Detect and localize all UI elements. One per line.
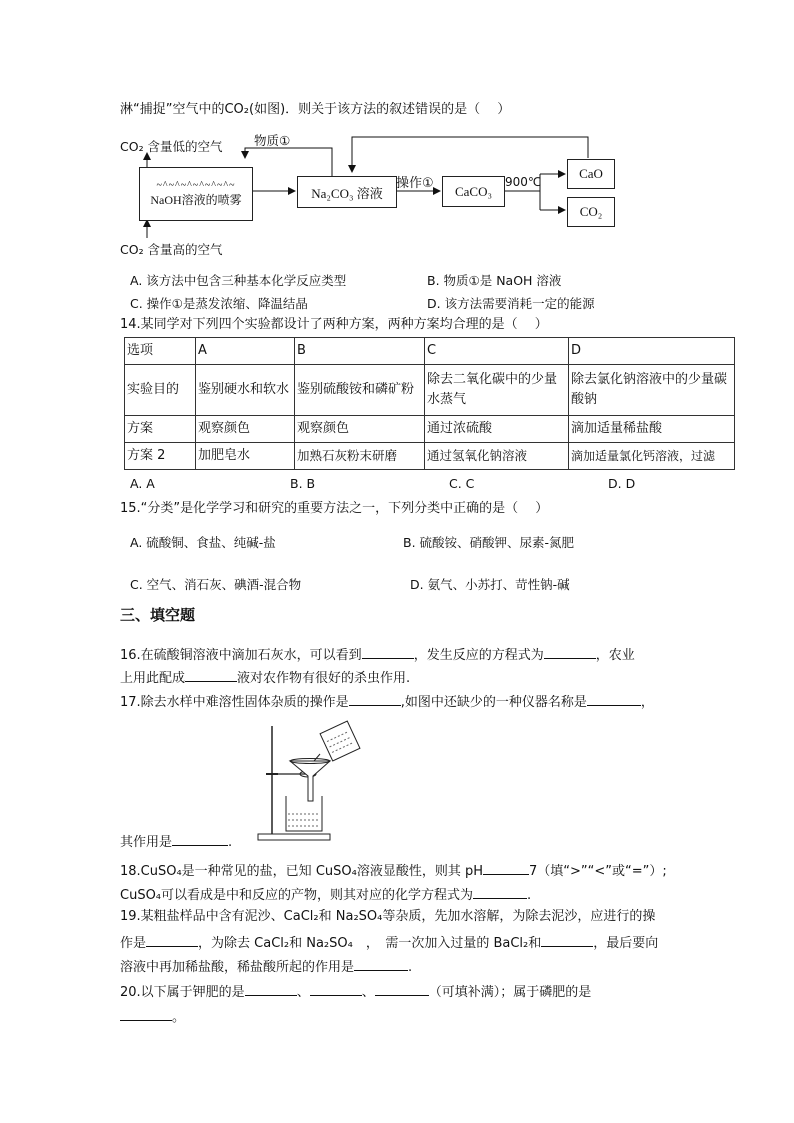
- table-cell: 除去二氧化碳中的少量水蒸气: [425, 365, 569, 416]
- q20-text-1: 20.以下属于钾肥的是: [120, 985, 245, 1000]
- q17-text-5: .: [228, 835, 233, 850]
- table-cell: 除去氯化钠溶液中的少量碳酸钠: [569, 365, 735, 416]
- table-row: [125, 416, 735, 443]
- diagram-arrows: [0, 0, 794, 270]
- q16-line1: [120, 645, 635, 665]
- answer-blank[interactable]: [362, 645, 414, 659]
- answer-blank[interactable]: [541, 933, 593, 947]
- q18-text-4: .: [527, 888, 532, 903]
- low-co2-air-label: CO₂ 含量低的空气: [120, 139, 223, 154]
- q20-line2: [120, 1007, 185, 1027]
- q15-option-d: D. 氨气、小苏打、苛性钠-碱: [410, 577, 570, 592]
- q14-option-c: C. C: [449, 476, 475, 491]
- q19-text-3: ，为除去 CaCl₂和 Na₂SO₄ ， 需一次加入过量的 BaCl₂和: [198, 936, 542, 951]
- caco3-box: CaCO₃: [442, 176, 505, 207]
- q18-text-3: CuSO₄可以看成是中和反应的产物，则其对应的化学方程式为: [120, 888, 474, 903]
- q17-text-3: ，: [640, 695, 654, 710]
- table-cell: 滴加适量氯化钙溶液，过滤: [569, 443, 735, 470]
- q17-text-1: 17.除去水样中难溶性固体杂质的操作是: [120, 695, 349, 710]
- q15-option-b: B. 硫酸铵、硝酸钾、尿素-氮肥: [403, 535, 575, 550]
- substance-1-label: 物质①: [254, 133, 291, 148]
- q16-text-5: 液对农作物有很好的杀虫作用.: [237, 671, 411, 686]
- table-cell: 鉴别硫酸铵和磷矿粉: [295, 365, 425, 416]
- q14-option-a: A. A: [130, 476, 155, 491]
- answer-blank[interactable]: [172, 832, 228, 846]
- q15-option-a: A. 硫酸铜、食盐、纯碱-盐: [130, 535, 276, 550]
- q19-line3: [120, 957, 412, 977]
- q13-option-d: D. 该方法需要消耗一定的能源: [427, 296, 595, 311]
- answer-blank[interactable]: [185, 668, 237, 682]
- answer-blank[interactable]: [310, 982, 362, 996]
- cao-box: CaO: [567, 159, 615, 189]
- q19-line1: 19.某粗盐样品中含有泥沙、CaCl₂和 Na₂SO₄等杂质，先加水溶解，为除去泥沙，应进行的操: [120, 909, 656, 924]
- q16-text-4: 上用此配成: [120, 671, 186, 686]
- answer-blank[interactable]: [473, 885, 527, 899]
- q14-option-b: B. B: [290, 476, 316, 491]
- q20-text-2: （可填补满）；属于磷肥的是: [428, 985, 592, 1000]
- q13-option-b: B. 物质①是 NaOH 溶液: [427, 273, 562, 288]
- filtration-apparatus-illustration: [250, 716, 390, 846]
- q16-text-3: ，农业: [595, 648, 635, 663]
- q19-line2: [120, 933, 658, 953]
- table-cell: C: [425, 338, 569, 365]
- answer-blank[interactable]: [483, 861, 529, 875]
- q20-sep-1: 、: [296, 985, 310, 1000]
- co2-box: CO₂: [567, 197, 615, 227]
- q15-option-c: C. 空气、消石灰、碘酒-混合物: [130, 577, 302, 592]
- table-row: [125, 338, 735, 365]
- table-cell: 滴加适量稀盐酸: [569, 416, 735, 443]
- q15-stem: 15.“分类”是化学学习和研究的重要方法之一，下列分类中正确的是（ ）: [120, 501, 549, 516]
- table-cell: 通过氢氧化钠溶液: [425, 443, 569, 470]
- table-cell: 观察颜色: [295, 416, 425, 443]
- table-cell: A: [196, 338, 295, 365]
- q18-line2: [120, 885, 531, 905]
- answer-blank[interactable]: [349, 692, 401, 706]
- naoh-spray-box: [139, 167, 253, 221]
- q18-text-2: 7（填“>”“<”或“=”）;: [529, 864, 667, 879]
- answer-blank[interactable]: [587, 692, 641, 706]
- answer-blank[interactable]: [375, 982, 429, 996]
- table-cell: 选项: [125, 338, 196, 365]
- q19-text-6: .: [408, 960, 413, 975]
- q17-text-2: ,如图中还缺少的一种仪器名称是: [400, 695, 587, 710]
- q17-line2: [120, 832, 232, 852]
- q19-text-2: 作是: [120, 936, 147, 951]
- table-cell: 方案: [125, 416, 196, 443]
- q20-line1: [120, 982, 591, 1002]
- q13-option-a: A. 该方法中包含三种基本化学反应类型: [130, 273, 347, 288]
- q20-text-3: 。: [172, 1010, 186, 1025]
- table-cell: 加熟石灰粉末研磨: [295, 443, 425, 470]
- table-cell: 鉴别硬水和软水: [196, 365, 295, 416]
- q13-option-c: C. 操作①是蒸发浓缩、降温结晶: [130, 296, 308, 311]
- table-cell: 通过浓硫酸: [425, 416, 569, 443]
- q18-line1: [120, 861, 667, 881]
- co2-capture-diagram: [0, 0, 794, 270]
- q18-text-1: 18.CuSO₄是一种常见的盐，已知 CuSO₄溶液显酸性，则其 pH: [120, 864, 483, 879]
- q14-stem: 14.某同学对下列四个实验都设计了两种方案，两种方案均合理的是（ ）: [120, 317, 548, 332]
- q19-text-5: 溶液中再加稀盐酸，稀盐酸所起的作用是: [120, 960, 355, 975]
- spray-text: NaOH溶液的喷雾: [150, 193, 242, 207]
- table-cell: 加肥皂水: [196, 443, 295, 470]
- answer-blank[interactable]: [245, 982, 297, 996]
- table-cell: 方案 2: [125, 443, 196, 470]
- table-cell: D: [569, 338, 735, 365]
- q13-intro: 淋“捕捉”空气中的CO₂(如图)．则关于该方法的叙述错误的是（ ）: [120, 102, 511, 117]
- spray-wave: ~^~^~^~^~^~^~: [156, 180, 236, 191]
- q14-option-d: D. D: [608, 476, 636, 491]
- answer-blank[interactable]: [120, 1007, 172, 1021]
- table-cell: 实验目的: [125, 365, 196, 416]
- q17-text-4: 其作用是: [120, 835, 173, 850]
- q16-text-1: 16.在硫酸铜溶液中滴加石灰水，可以看到: [120, 648, 362, 663]
- table-row: [125, 443, 735, 470]
- table-cell: 观察颜色: [196, 416, 295, 443]
- table-cell: B: [295, 338, 425, 365]
- answer-blank[interactable]: [146, 933, 198, 947]
- na2co3-box: Na₂CO₃ 溶液: [297, 176, 397, 208]
- q16-line2: [120, 668, 410, 688]
- answer-blank[interactable]: [544, 645, 596, 659]
- q16-text-2: ，发生反应的方程式为: [413, 648, 544, 663]
- q14-table: [124, 337, 735, 470]
- section-title: 三、填空题: [120, 606, 196, 624]
- table-row: [125, 365, 735, 416]
- operation-1-label: 操作①: [396, 176, 434, 191]
- q20-sep-2: 、: [361, 985, 375, 1000]
- q19-text-4: ，最后要向: [593, 936, 659, 951]
- temperature-label: 900℃: [505, 175, 542, 189]
- high-co2-air-label: CO₂ 含量高的空气: [120, 242, 223, 257]
- answer-blank[interactable]: [354, 957, 408, 971]
- q17-line1: [120, 692, 654, 712]
